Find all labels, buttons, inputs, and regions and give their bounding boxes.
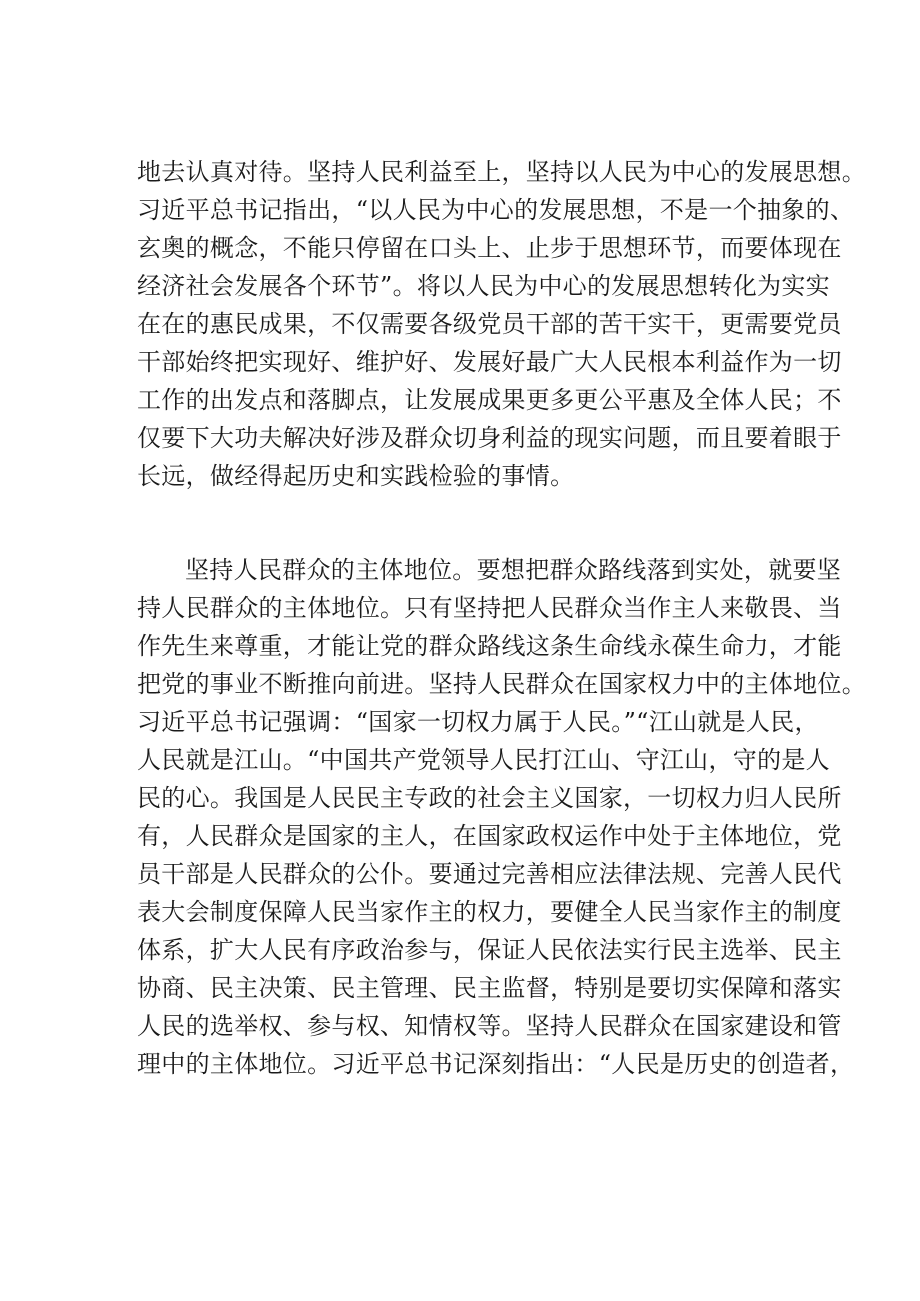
text-line: 地去认真对待。坚持人民利益至上，坚持以人民为中心的发展思想。 [137,158,866,186]
text-line: 经济社会发展各个环节”。将以人民为中心的发展思想转化为实实 [137,272,830,300]
paragraph-1 [137,153,866,495]
text-line: 员干部是人民群众的公仆。要通过完善相应法律法规、完善人民代 [137,860,842,888]
text-line: 仅要下大功夫解决好涉及群众切身利益的现实问题，而且要着眼于 [137,424,842,452]
paragraph-2 [137,551,866,1083]
text-line: 干部始终把实现好、维护好、发展好最广大人民根本利益作为一切 [137,348,842,376]
text-line: 长远，做经得起历史和实践检验的事情。 [137,462,575,490]
text-line: 体系，扩大人民有序政治参与，保证人民依法实行民主选举、民主 [137,936,842,964]
text-line: 有，人民群众是国家的主人，在国家政权运作中处于主体地位，党 [137,822,842,850]
text-line: 习近平总书记强调：“国家一切权力属于人民。”“江山就是人民， [137,708,819,736]
text-line: 协商、民主决策、民主管理、民主监督，特别是要切实保障和落实 [137,974,842,1002]
text-line: 人民的选举权、参与权、知情权等。坚持人民群众在国家建设和管 [137,1012,842,1040]
text-line: 民的心。我国是人民民主专政的社会主义国家，一切权力归人民所 [137,784,842,812]
text-line: 工作的出发点和落脚点，让发展成果更多更公平惠及全体人民；不 [137,386,842,414]
text-line: 习近平总书记指出，“以人民为中心的发展思想，不是一个抽象的、 [137,196,855,224]
text-line: 在在的惠民成果，不仅需要各级党员干部的苦干实干，更需要党员 [137,310,842,338]
text-line: 作先生来尊重，才能让党的群众路线这条生命线永葆生命力，才能 [137,632,842,660]
text-line: 把党的事业不断推向前进。坚持人民群众在国家权力中的主体地位。 [137,670,866,698]
text-line: 玄奥的概念，不能只停留在口头上、止步于思想环节，而要体现在 [137,234,842,262]
text-line: 理中的主体地位。习近平总书记深刻指出：“人民是历史的创造者， [137,1050,855,1078]
text-line: 坚持人民群众的主体地位。要想把群众路线落到实处，就要坚 [185,556,842,584]
text-line: 人民就是江山。“中国共产党领导人民打江山、守江山，守的是人 [137,746,830,774]
text-line: 表大会制度保障人民当家作主的权力，要健全人民当家作主的制度 [137,898,842,926]
text-line: 持人民群众的主体地位。只有坚持把人民群众当作主人来敬畏、当 [137,594,842,622]
